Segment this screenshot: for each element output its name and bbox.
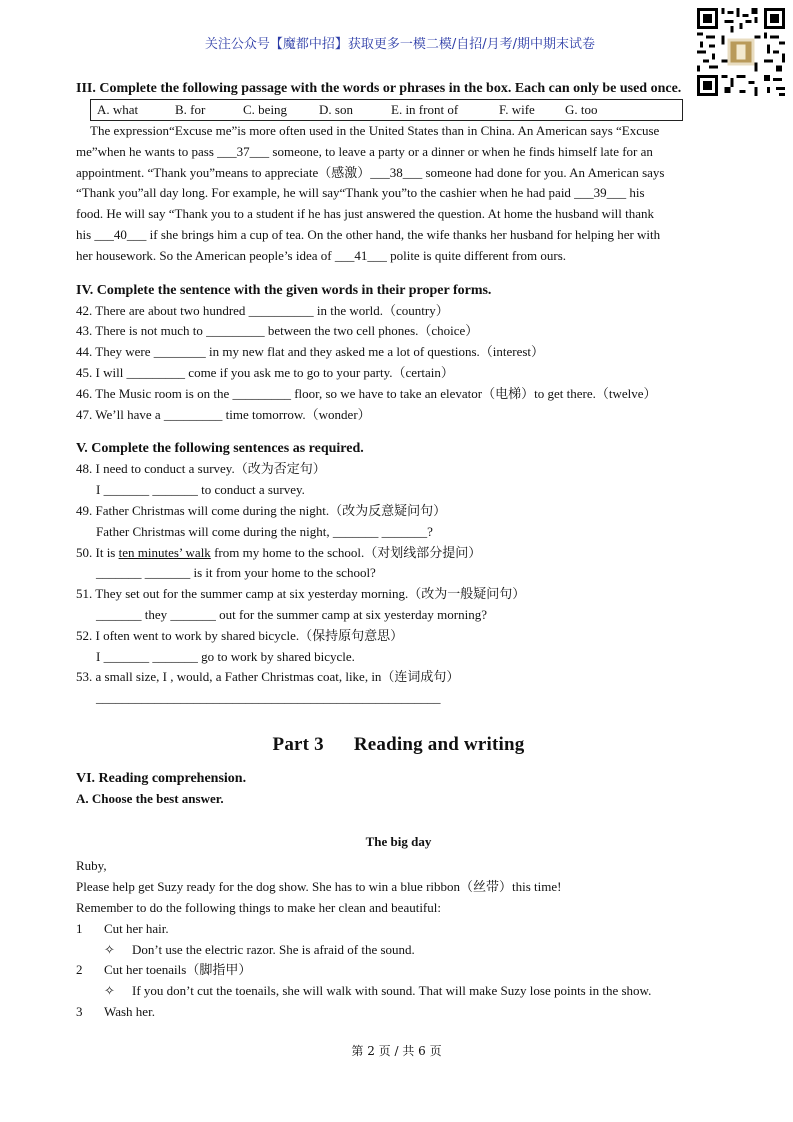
answer-line-52: I _______ _______ go to work by shared bicycle. bbox=[96, 648, 355, 664]
story-title: The big day bbox=[365, 833, 432, 849]
step-2: 2 Cut her toenails（脚指甲） bbox=[76, 962, 252, 978]
section-6-heading: VI. Reading comprehension. bbox=[76, 770, 247, 786]
word-box bbox=[90, 99, 683, 121]
passage-line: food. He will say “Thank you to a student if he has just answered the question. At home the husband will thank bbox=[76, 206, 655, 222]
letter-line: Remember to do the following things to make her clean and beautiful: bbox=[76, 899, 441, 915]
letter-line: Please help get Suzy ready for the dog show. She has to win a blue ribbon（丝带）this time! bbox=[76, 879, 562, 895]
question-51: 51. They set out for the summer camp at six yesterday morning.（改为一般疑问句） bbox=[76, 586, 526, 602]
section-4-heading: IV. Complete the sentence with the given words in their proper forms. bbox=[76, 282, 492, 298]
option-d: D. son bbox=[319, 102, 353, 117]
section-3-heading: III. Complete the following passage with the words or phrases in the box. Each can only be used once. bbox=[76, 81, 682, 96]
diamond-bullet-icon: ✧ bbox=[104, 941, 115, 957]
passage-line: appointment. “Thank you”means to appreciate（感激）___38___ someone had done for you. An American says bbox=[76, 164, 665, 180]
passage-line: his ___40___ if she brings him a cup of tea. On the other hand, the wife thanks her husband for helping her with bbox=[76, 226, 661, 242]
option-g: G. too bbox=[565, 102, 598, 117]
step-3: 3 Wash her. bbox=[76, 1003, 155, 1019]
cloze-passage bbox=[76, 121, 721, 267]
passage-line: me”when he wants to pass ___37___ someone, to leave a party or a dinner or when he finds himself late for an bbox=[76, 143, 653, 159]
answer-line-53: _____________________________________________________ bbox=[96, 690, 441, 706]
question-52: 52. I often went to work by shared bicycle.（保持原句意思） bbox=[76, 627, 404, 643]
question-49: 49. Father Christmas will come during the night.（改为反意疑问句） bbox=[76, 502, 447, 518]
question-44: 44. They were ________ in my new flat and they asked me a lot of questions.（interest） bbox=[76, 344, 545, 360]
option-e: E. in front of bbox=[391, 102, 459, 117]
option-f: F. wife bbox=[499, 102, 535, 117]
step-1: 1 Cut her hair. bbox=[76, 920, 169, 936]
part-name: Reading and writing bbox=[353, 733, 525, 755]
subsection-a-heading: A. Choose the best answer. bbox=[76, 790, 224, 806]
option-c: C. being bbox=[243, 102, 288, 117]
option-b: B. for bbox=[175, 102, 206, 117]
step-2-note: ✧ If you don’t cut the toenails, she will walk with sound. That will make Suzy lose points in the show. bbox=[76, 981, 721, 1002]
question-45: 45. I will _________ come if you ask me to go to your party.（certain） bbox=[76, 364, 454, 380]
promo-banner: 关注公众号【魔都中招】获取更多一模二模/自招/月考/期中期末试卷 bbox=[204, 37, 596, 52]
main-content bbox=[76, 78, 721, 1023]
question-43: 43. There is not much to _________ between the two cell phones.（choice） bbox=[76, 323, 479, 339]
page-footer: 第 2 页 / 共 6 页 bbox=[351, 1044, 442, 1058]
q50-suffix: from my home to the school.（对划线部分提问） bbox=[210, 544, 482, 560]
answer-line-51: _______ they _______ out for the summer camp at six yesterday morning? bbox=[96, 606, 488, 622]
step-1-note: ✧ Don’t use the electric razor. She is afraid of the sound. bbox=[76, 940, 721, 961]
question-42: 42. There are about two hundred __________ in the world.（country） bbox=[76, 302, 449, 318]
question-46: 46. The Music room is on the _________ floor, so we have to take an elevator（电梯）to get there.（twelve） bbox=[76, 385, 657, 401]
question-50 bbox=[76, 543, 721, 564]
q50-prefix: 50. It is bbox=[76, 544, 119, 560]
question-47: 47. We’ll have a _________ time tomorrow.（wonder） bbox=[76, 406, 371, 422]
answer-line-50: _______ _______ is it from your home to the school? bbox=[96, 565, 376, 581]
part-3-title bbox=[76, 735, 721, 756]
diamond-bullet-icon: ✧ bbox=[104, 983, 115, 999]
question-53: 53. a small size, I , would, a Father Christmas coat, like, in（连词成句） bbox=[76, 669, 460, 685]
option-a: A. what bbox=[97, 102, 139, 117]
answer-line-48: I _______ _______ to conduct a survey. bbox=[96, 482, 305, 498]
q50-underlined-phrase: ten minutes’ walk bbox=[118, 544, 211, 560]
passage-line: “Thank you”all day long. For example, he will say“Thank you”to the cashier when he had paid ___39___ his bbox=[76, 185, 645, 201]
letter-greeting: Ruby, bbox=[76, 858, 107, 874]
section-5-heading: V. Complete the following sentences as required. bbox=[76, 441, 364, 457]
passage-line: The expression“Excuse me”is more often used in the United States than in China. An American says “Excuse bbox=[90, 123, 660, 138]
question-48: 48. I need to conduct a survey.（改为否定句） bbox=[76, 461, 326, 477]
passage-line: her housework. So the American people’s idea of ___41___ polite is quite different from ours. bbox=[76, 247, 567, 263]
part-label: Part 3 bbox=[272, 733, 324, 755]
answer-line-49: Father Christmas will come during the night, _______ _______? bbox=[96, 523, 433, 539]
